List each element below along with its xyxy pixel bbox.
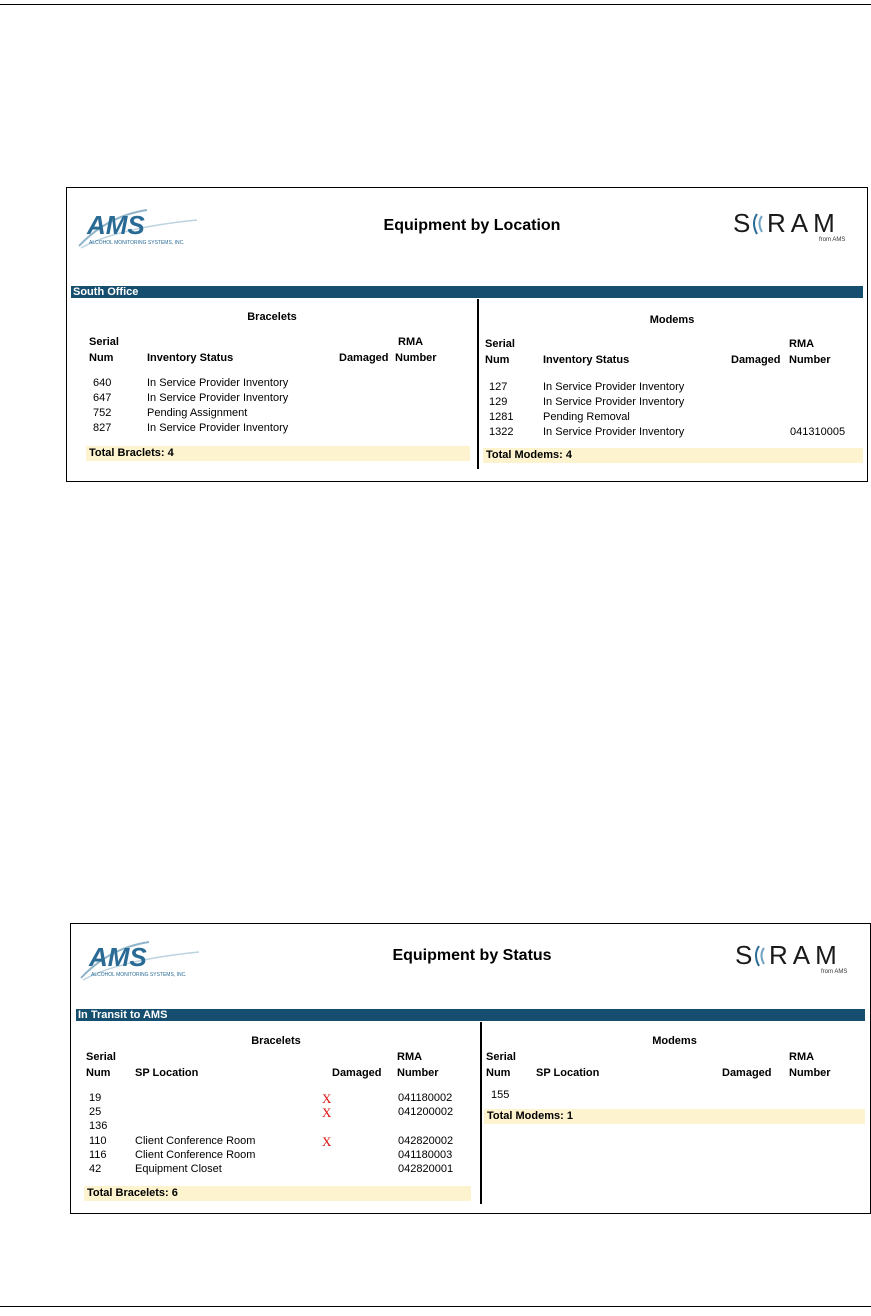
location-cell: Client Conference Room: [135, 1135, 256, 1147]
ams-logo: [79, 938, 219, 982]
status-header: Inventory Status: [543, 354, 630, 366]
column-divider: [480, 1022, 482, 1204]
ams-logo: [77, 206, 217, 250]
report-title: Equipment by Status: [392, 947, 552, 964]
ams-logo-text: AMS: [87, 210, 145, 240]
serial-cell: 42: [89, 1163, 102, 1175]
modems-panel: [484, 1022, 865, 1208]
serial-cell: 127: [489, 381, 508, 393]
rma-header: RMA Number: [789, 338, 831, 366]
total-bracelets: Total Braclets: 4: [86, 446, 470, 461]
serial-cell: 110: [89, 1135, 107, 1147]
top-page-rule: [0, 4, 871, 5]
rma-header: RMA Number: [789, 1051, 831, 1079]
ams-logo-tagline: ALCOHOL MONITORING SYSTEMS, INC.: [89, 240, 185, 246]
serial-cell: 25: [89, 1106, 102, 1118]
status-cell: Pending Assignment: [147, 407, 248, 419]
serial-cell: 1322: [489, 426, 514, 438]
equipment-by-status-report: [70, 923, 871, 1214]
total-modems: Total Modems: 1: [484, 1109, 865, 1124]
panel-title: Modems: [652, 1035, 697, 1047]
svg-text:S: S: [733, 208, 751, 238]
total-bracelets: Total Bracelets: 6: [84, 1186, 471, 1201]
bottom-page-rule: [0, 1306, 871, 1307]
scram-logo: [731, 936, 861, 980]
location-cell: Client Conference Room: [135, 1149, 256, 1161]
rma-cell: 041310005: [790, 426, 846, 438]
serial-cell: 116: [89, 1149, 107, 1161]
scram-logo-graphic: [731, 936, 861, 980]
damaged-header: Damaged: [339, 352, 389, 364]
panel-title: Bracelets: [247, 311, 297, 323]
equipment-by-location-report: [66, 187, 868, 482]
svg-text:S: S: [735, 940, 753, 970]
status-header: Inventory Status: [147, 352, 234, 364]
scram-logo-graphic: [729, 204, 859, 248]
serial-cell: 647: [93, 392, 112, 404]
ams-logo-text: AMS: [89, 942, 147, 972]
status-cell: In Service Provider Inventory: [543, 381, 685, 393]
rma-cell: 041180002: [398, 1092, 453, 1104]
bracelets-panel: [71, 299, 473, 474]
serial-cell: 155: [491, 1089, 510, 1101]
rma-header: RMA Number: [397, 1051, 439, 1079]
status-cell: In Service Provider Inventory: [543, 426, 685, 438]
rma-header: RMA Number: [395, 336, 437, 364]
rma-cell: 042820001: [398, 1163, 454, 1175]
ams-logo-tagline: ALCOHOL MONITORING SYSTEMS, INC.: [91, 972, 187, 978]
bracelets-panel: [76, 1022, 476, 1208]
status-cell: In Service Provider Inventory: [147, 392, 289, 404]
damaged-x-mark: X: [322, 1134, 332, 1149]
serial-cell: 1281: [489, 411, 514, 423]
scram-logo-sub: from AMS: [821, 969, 848, 975]
serial-cell: 827: [93, 422, 112, 434]
serial-cell: 136: [89, 1120, 108, 1132]
serial-header: Serial Num: [86, 1051, 116, 1079]
damaged-x-mark: X: [322, 1091, 332, 1106]
status-cell: In Service Provider Inventory: [543, 396, 685, 408]
damaged-x-mark: X: [322, 1105, 332, 1120]
rma-cell: 042820002: [398, 1135, 454, 1147]
serial-cell: 752: [93, 407, 112, 419]
column-divider: [477, 299, 479, 469]
ams-logo-graphic: [79, 938, 219, 982]
panel-title: Bracelets: [251, 1035, 301, 1047]
scram-logo: [729, 204, 859, 248]
svg-text:RAM: RAM: [769, 940, 842, 970]
damaged-header: Damaged: [332, 1067, 382, 1079]
serial-cell: 19: [89, 1092, 102, 1104]
serial-header: Serial Num: [486, 1051, 516, 1079]
ams-logo-graphic: [77, 206, 217, 250]
panel-title: Modems: [649, 314, 695, 326]
total-modems: Total Modems: 4: [483, 448, 863, 463]
damaged-header: Damaged: [722, 1067, 772, 1079]
report-title: Equipment by Location: [383, 217, 561, 234]
svg-text:RAM: RAM: [767, 208, 840, 238]
status-cell: In Service Provider Inventory: [147, 422, 289, 434]
serial-header: Serial Num: [89, 336, 119, 364]
location-cell: Equipment Closet: [135, 1163, 222, 1175]
location-band: South Office: [71, 286, 863, 298]
location-header: SP Location: [536, 1067, 600, 1079]
damaged-header: Damaged: [731, 354, 781, 366]
location-header: SP Location: [135, 1067, 199, 1079]
status-cell: Pending Removal: [543, 411, 630, 423]
scram-logo-sub: from AMS: [819, 237, 846, 243]
serial-cell: 640: [93, 377, 112, 389]
status-band: In Transit to AMS: [76, 1009, 865, 1021]
serial-cell: 129: [489, 396, 508, 408]
status-cell: In Service Provider Inventory: [147, 377, 289, 389]
rma-cell: 041200002: [398, 1106, 454, 1118]
serial-header: Serial Num: [485, 338, 515, 366]
modems-panel: [481, 299, 863, 474]
rma-cell: 041180003: [398, 1149, 453, 1161]
